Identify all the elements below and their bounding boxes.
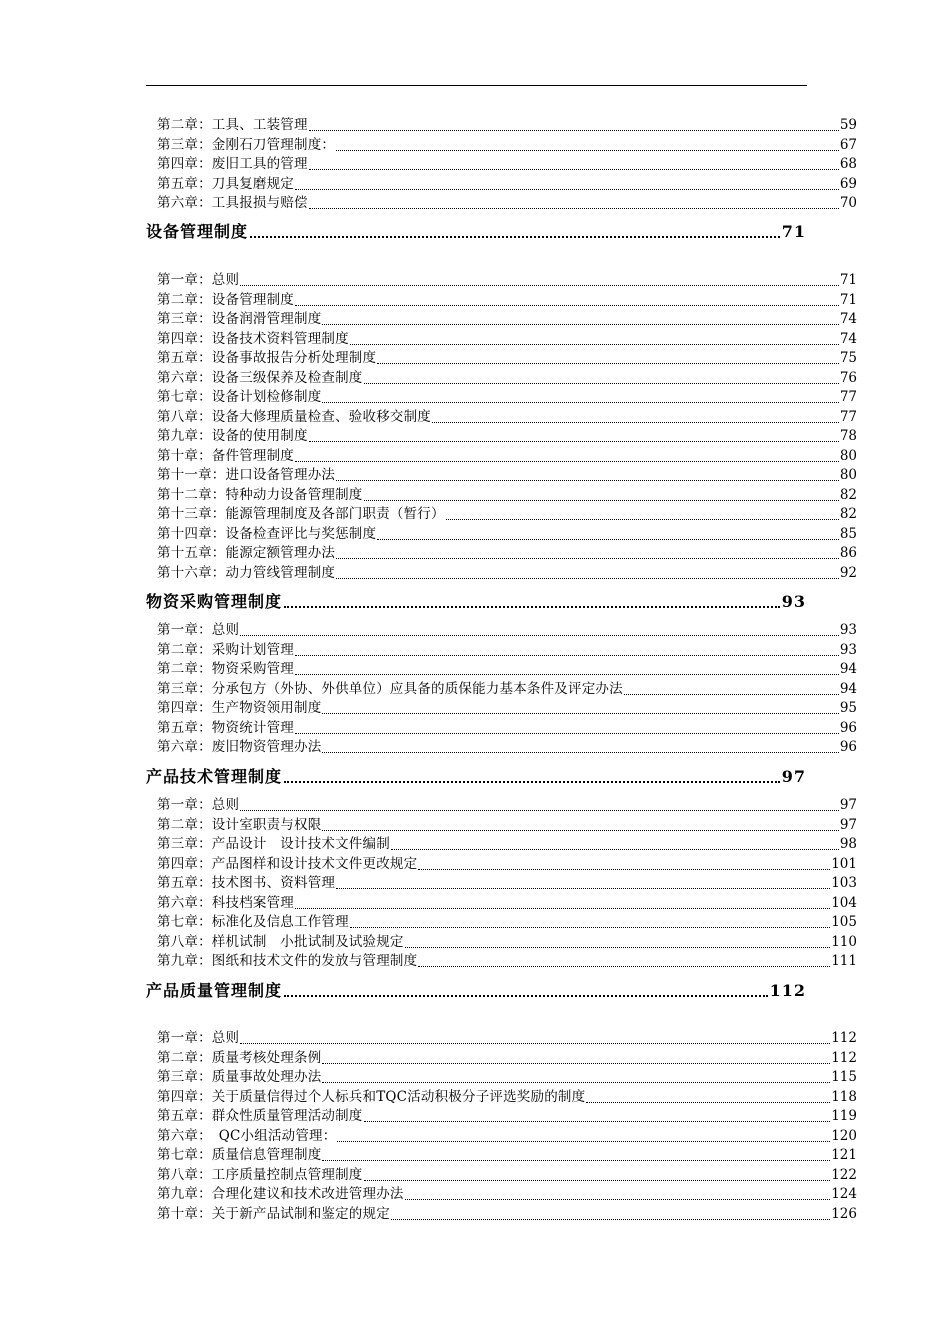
toc-entry[interactable] <box>157 505 857 525</box>
toc-entry-label: 第六章：工具报损与赔偿 <box>157 195 308 211</box>
toc-entry-page: 104 <box>831 894 857 911</box>
toc-entry-label: 第三章：质量事故处理办法 <box>157 1069 322 1085</box>
section-page: 93 <box>781 592 806 611</box>
toc-entry-page: 97 <box>839 816 857 833</box>
toc-entry-page: 94 <box>839 661 857 677</box>
toc-entry-label: 第十一章：进口设备管理办法 <box>157 467 336 483</box>
toc-entry-label: 第五章：刀具复磨规定 <box>157 175 294 192</box>
dot-leader <box>624 680 839 695</box>
section-page: 112 <box>769 981 806 1000</box>
toc-entry-label: 第五章：技术图书、资料管理 <box>157 875 336 891</box>
toc-entry[interactable] <box>157 1029 857 1049</box>
toc-entry-label: 第五章：群众性质量管理活动制度 <box>157 1108 363 1124</box>
toc-entry[interactable] <box>157 1205 857 1225</box>
toc-entry-label: 第四章：生产物资领用制度 <box>157 700 322 716</box>
toc-entry-page: 110 <box>831 933 857 950</box>
dot-leader <box>322 699 838 714</box>
dot-leader <box>364 1166 831 1181</box>
toc-entry-label: 第七章：标准化及信息工作管理 <box>157 914 349 930</box>
toc-entry-label: 第三章：分承包方（外协、外供单位）应具备的质保能力基本条件及评定办法 <box>157 680 623 697</box>
dot-leader <box>322 1068 830 1083</box>
toc-entry[interactable] <box>157 194 857 214</box>
dot-leader <box>391 1205 830 1220</box>
toc-entry[interactable] <box>157 310 857 330</box>
toc-entry[interactable] <box>157 427 857 447</box>
dot-leader <box>405 933 831 948</box>
toc-entry-label: 第十二章：特种动力设备管理制度 <box>157 486 363 503</box>
toc-entry-page: 92 <box>839 564 857 581</box>
toc-entry-page: 94 <box>839 680 857 697</box>
toc-entry-page: 124 <box>831 1186 857 1202</box>
toc-entry-page: 74 <box>839 330 857 347</box>
dot-leader <box>295 894 830 909</box>
toc-entry-page: 126 <box>831 1205 857 1222</box>
dot-leader <box>295 175 839 190</box>
toc-entry-page: 59 <box>839 117 857 133</box>
dot-leader <box>446 505 839 520</box>
dot-leader <box>240 1029 830 1044</box>
toc-entry-label: 第六章：科技档案管理 <box>157 894 294 911</box>
dot-leader <box>322 388 838 403</box>
toc-entry-page: 68 <box>839 156 857 172</box>
toc-entry[interactable] <box>157 1049 857 1069</box>
toc-entry[interactable] <box>157 855 857 875</box>
toc-entry-label: 第十章：关于新产品试制和鉴定的规定 <box>157 1205 390 1222</box>
toc-entry[interactable] <box>157 447 857 467</box>
toc-entry-page: 77 <box>839 389 857 405</box>
toc-entry-label: 第十四章：设备检查评比与奖惩制度 <box>157 525 377 542</box>
dot-leader <box>336 564 839 579</box>
dot-leader <box>405 1185 831 1200</box>
dot-leader <box>336 874 830 889</box>
toc-section-heading[interactable] <box>146 979 806 1003</box>
dot-leader <box>309 116 839 131</box>
dot-leader <box>240 271 839 286</box>
toc-entry[interactable] <box>157 486 857 506</box>
toc-entry-page: 121 <box>831 1147 857 1163</box>
toc-entry-page: 96 <box>839 719 857 736</box>
dot-leader <box>377 525 839 540</box>
section-title: 产品技术管理制度 <box>146 767 283 786</box>
toc-entry-label: 第三章：产品设计 设计技术文件编制 <box>157 836 390 852</box>
dot-leader <box>336 544 839 559</box>
toc-entry-page: 120 <box>831 1127 857 1144</box>
toc-entry[interactable] <box>157 408 857 428</box>
dot-leader <box>364 1107 831 1122</box>
dot-leader <box>284 590 780 608</box>
toc-entry[interactable] <box>157 1107 857 1127</box>
toc-entry[interactable] <box>157 1166 857 1186</box>
dot-leader <box>284 979 768 997</box>
toc-entry-label: 第九章：合理化建议和技术改进管理办法 <box>157 1186 404 1202</box>
toc-entry[interactable] <box>157 816 857 836</box>
toc-entry-label: 第二章：质量考核处理条例 <box>157 1049 322 1066</box>
dot-leader <box>295 447 839 462</box>
dot-leader <box>322 738 838 753</box>
toc-entry-label: 第六章：设备三级保养及检查制度 <box>157 369 363 386</box>
toc-entry-label: 第八章：设备大修理质量检查、验收移交制度 <box>157 408 431 425</box>
toc-entry-page: 103 <box>831 875 857 891</box>
dot-leader <box>364 486 839 501</box>
toc-entry-page: 77 <box>839 408 857 425</box>
toc-entry-page: 119 <box>831 1108 857 1124</box>
toc-entry-label: 第二章：采购计划管理 <box>157 641 294 658</box>
toc-entry-page: 118 <box>831 1088 857 1105</box>
toc-entry-page: 93 <box>839 641 857 658</box>
dot-leader <box>295 641 839 656</box>
toc-entry[interactable] <box>157 933 857 953</box>
toc-entry[interactable] <box>157 835 857 855</box>
toc-entry[interactable] <box>157 155 857 175</box>
toc-entry-page: 71 <box>839 272 857 288</box>
toc-entry[interactable] <box>157 874 857 894</box>
toc-entry[interactable] <box>157 1088 857 1108</box>
toc-entry-page: 76 <box>839 369 857 386</box>
dot-leader <box>418 952 830 967</box>
dot-leader <box>322 816 838 831</box>
toc-entry-page: 112 <box>831 1030 857 1046</box>
toc-entry-label: 第四章：关于质量信得过个人标兵和TQC活动积极分子评选奖励的制度 <box>157 1088 586 1105</box>
toc-entry[interactable] <box>157 291 857 311</box>
toc-entry-page: 112 <box>831 1049 857 1066</box>
dot-leader <box>284 765 780 783</box>
dot-leader <box>295 291 839 306</box>
toc-entry-page: 93 <box>839 622 857 638</box>
dot-leader <box>432 408 839 423</box>
toc-entry[interactable] <box>157 680 857 700</box>
toc-entry[interactable] <box>157 466 857 486</box>
toc-entry[interactable] <box>157 330 857 350</box>
toc-entry-page: 96 <box>839 739 857 755</box>
dot-leader <box>377 349 839 364</box>
toc-entry[interactable] <box>157 564 857 584</box>
toc-entry-label: 第一章：总则 <box>157 622 240 638</box>
toc-entry-label: 第七章：质量信息管理制度 <box>157 1147 322 1163</box>
toc-entry-label: 第二章：设计室职责与权限 <box>157 816 322 833</box>
toc-entry[interactable] <box>157 544 857 564</box>
toc-entry-page: 85 <box>839 525 857 542</box>
toc-entry-label: 第一章：总则 <box>157 272 240 288</box>
toc-entry-label: 第四章：废旧工具的管理 <box>157 156 308 172</box>
toc-entry-page: 101 <box>831 855 857 872</box>
toc-section-heading[interactable] <box>146 220 806 244</box>
toc-entry-label: 第二章：设备管理制度 <box>157 291 294 308</box>
toc-entry-label: 第十三章：能源管理制度及各部门职责（暂行） <box>157 506 445 522</box>
toc-entry-label: 第八章：样机试制 小批试制及试验规定 <box>157 933 404 950</box>
toc-entry-label: 第十章：备件管理制度 <box>157 447 294 464</box>
toc-entry-page: 67 <box>839 136 857 153</box>
toc-section-heading[interactable] <box>146 590 806 614</box>
toc-entry[interactable] <box>157 660 857 680</box>
header-rule <box>146 85 807 86</box>
dot-leader <box>295 719 839 734</box>
toc-entry-label: 第六章：废旧物资管理办法 <box>157 739 322 755</box>
dot-leader <box>250 220 780 238</box>
toc-entry-label: 第十六章：动力管线管理制度 <box>157 564 336 581</box>
toc-entry-label: 第九章：图纸和技术文件的发放与管理制度 <box>157 953 418 969</box>
toc-entry-label: 第二章：物资采购管理 <box>157 661 294 677</box>
toc-entry-page: 98 <box>839 836 857 852</box>
toc-entry[interactable] <box>157 719 857 739</box>
section-title: 设备管理制度 <box>146 222 249 241</box>
toc-entry[interactable] <box>157 894 857 914</box>
toc-entry-label: 第五章：物资统计管理 <box>157 719 294 736</box>
section-title: 物资采购管理制度 <box>146 592 283 611</box>
toc-entry[interactable] <box>157 271 857 291</box>
toc-entry-label: 第四章：设备技术资料管理制度 <box>157 330 349 347</box>
dot-leader <box>336 136 839 151</box>
toc-entry-page: 78 <box>839 428 857 444</box>
dot-leader <box>309 194 839 209</box>
dot-leader <box>322 1049 830 1064</box>
dot-leader <box>240 621 839 636</box>
dot-leader <box>337 1127 830 1142</box>
section-title: 产品质量管理制度 <box>146 981 283 1000</box>
toc-entry[interactable] <box>157 136 857 156</box>
dot-leader <box>336 466 839 481</box>
toc-entry-page: 82 <box>839 506 857 522</box>
toc-entry-label: 第六章： QC小组活动管理： <box>157 1127 337 1144</box>
toc-entry-page: 86 <box>839 545 857 561</box>
dot-leader <box>586 1088 830 1103</box>
toc-entry-label: 第八章：工序质量控制点管理制度 <box>157 1166 363 1183</box>
dot-leader <box>295 660 839 675</box>
toc-entry[interactable] <box>157 1185 857 1205</box>
toc-entry[interactable] <box>157 699 857 719</box>
toc-entry-page: 70 <box>839 195 857 211</box>
toc-entry-page: 115 <box>831 1069 857 1085</box>
toc-entry-label: 第四章：产品图样和设计技术文件更改规定 <box>157 855 418 872</box>
dot-leader <box>418 855 830 870</box>
toc-entry-page: 105 <box>831 914 857 930</box>
toc-entry[interactable] <box>157 175 857 195</box>
toc-entry-page: 71 <box>839 291 857 308</box>
dot-leader <box>350 330 839 345</box>
toc-entry-page: 97 <box>839 797 857 813</box>
toc-entry[interactable] <box>157 1068 857 1088</box>
toc-entry[interactable] <box>157 116 857 136</box>
toc-entry[interactable] <box>157 621 857 641</box>
toc-entry[interactable] <box>157 349 857 369</box>
dot-leader <box>391 835 839 850</box>
dot-leader <box>309 427 839 442</box>
toc-entry[interactable] <box>157 369 857 389</box>
dot-leader <box>350 913 830 928</box>
toc-entry[interactable] <box>157 388 857 408</box>
toc-entry-label: 第二章：工具、工装管理 <box>157 117 308 133</box>
toc-entry[interactable] <box>157 952 857 972</box>
section-page: 71 <box>781 222 806 241</box>
toc-entry[interactable] <box>157 1127 857 1147</box>
toc-entry-page: 80 <box>839 447 857 464</box>
toc-entry-label: 第七章：设备计划检修制度 <box>157 389 322 405</box>
toc-entry-label: 第三章：金刚石刀管理制度： <box>157 136 336 153</box>
toc-entry-page: 75 <box>839 350 857 366</box>
toc-entry[interactable] <box>157 913 857 933</box>
dot-leader <box>240 796 839 811</box>
toc-entry-page: 95 <box>839 700 857 716</box>
toc-entry-label: 第一章：总则 <box>157 797 240 813</box>
toc-entry-label: 第三章：设备润滑管理制度 <box>157 311 322 327</box>
toc-entry-label: 第五章：设备事故报告分析处理制度 <box>157 350 377 366</box>
toc-entry[interactable] <box>157 641 857 661</box>
toc-entry[interactable] <box>157 796 857 816</box>
toc-entry-label: 第九章：设备的使用制度 <box>157 428 308 444</box>
toc-section-heading[interactable] <box>146 765 806 789</box>
dot-leader <box>309 155 839 170</box>
toc-entry-page: 122 <box>831 1166 857 1183</box>
toc-entry[interactable] <box>157 1146 857 1166</box>
toc-entry-page: 111 <box>831 953 857 969</box>
toc-entry-page: 74 <box>839 311 857 327</box>
section-page: 97 <box>781 767 806 786</box>
toc-entry-label: 第一章：总则 <box>157 1030 240 1046</box>
toc-entry-page: 80 <box>839 467 857 483</box>
dot-leader <box>322 1146 830 1161</box>
toc-entry-page: 82 <box>839 486 857 503</box>
toc-entry-page: 69 <box>839 175 857 192</box>
dot-leader <box>364 369 839 384</box>
toc-entry[interactable] <box>157 525 857 545</box>
toc-entry[interactable] <box>157 738 857 758</box>
toc-entry-label: 第十五章：能源定额管理办法 <box>157 545 336 561</box>
dot-leader <box>322 310 838 325</box>
